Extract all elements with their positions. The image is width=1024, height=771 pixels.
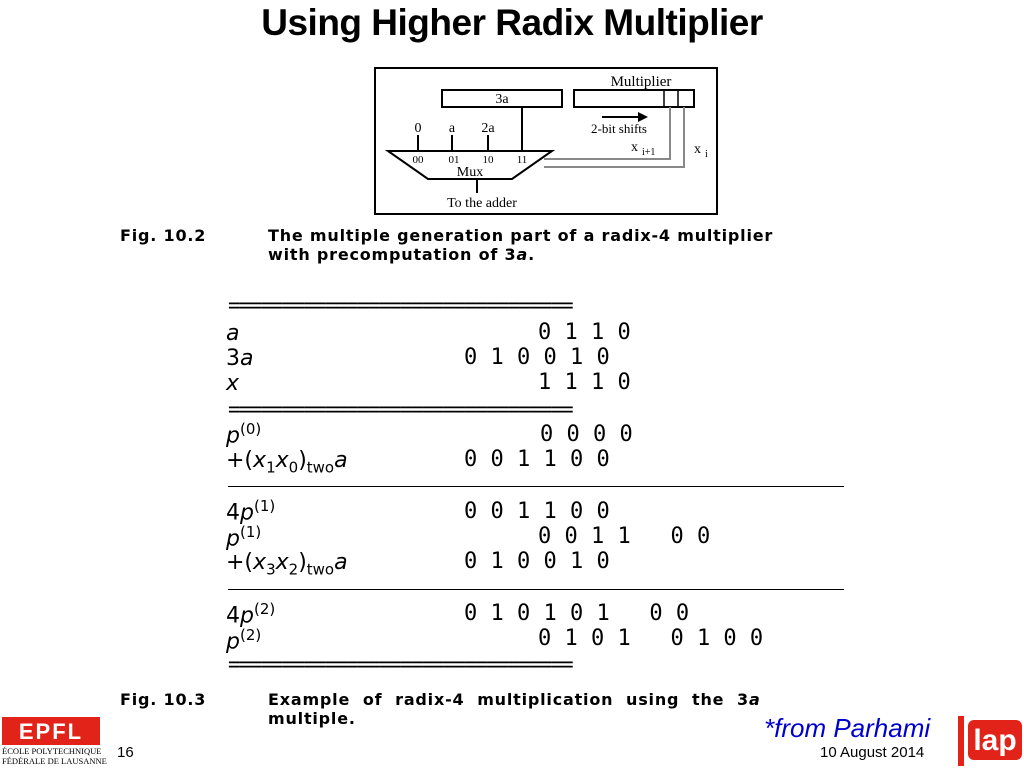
multiplier-diagram [374, 67, 718, 215]
fig2-caption-line2: multiple. [268, 709, 356, 728]
epfl-line1: ÉCOLE POLYTECHNIQUE [2, 746, 102, 756]
row-p0-bits: 0 0 0 0 [540, 422, 633, 447]
separator-top: ================================ [228, 293, 572, 317]
row-p1-bits: 0 0 1 1 0 0 [538, 524, 711, 549]
xi-label: x [694, 142, 701, 157]
rule-1 [228, 486, 844, 487]
svg-text:lap: lap [973, 724, 1017, 757]
row-p2-bits: 0 1 0 1 0 1 0 0 [538, 626, 764, 651]
mux-label: Mux [456, 165, 484, 180]
xi1-label: x [631, 140, 638, 155]
mux-code-00: 00 [412, 154, 424, 166]
shift-label: 2-bit shifts [591, 121, 647, 136]
input-a-label: a [448, 121, 456, 136]
fig1-caption-line1: The multiple generation part of a radix-4 multiplier [268, 226, 774, 245]
reg-3a-label: 3a [495, 92, 509, 107]
row-3a-label: 3a [226, 346, 254, 371]
row-4p2-label: $4p^{(2)}$ [226, 600, 276, 629]
fig1-number: Fig. 10.2 [120, 226, 207, 245]
fig2-number: Fig. 10.3 [120, 690, 207, 709]
row-a-bits: 0 1 1 0 [538, 320, 631, 345]
slide-title: Using Higher Radix Multiplier [261, 2, 763, 43]
separator-bottom: ================================ [228, 652, 572, 676]
epfl-name [2, 746, 107, 766]
mux-code-11: 11 [516, 154, 528, 166]
lap-logo [958, 716, 1022, 766]
xi-sub: i [705, 149, 708, 160]
input-0-label: 0 [414, 121, 422, 136]
epfl-line2: FÉDÉRALE DE LAUSANNE [2, 756, 107, 766]
diagram-svg [376, 69, 716, 213]
mux-code-01: 01 [448, 154, 460, 166]
separator-mid: ================================ [228, 397, 572, 421]
mux-code-10: 10 [482, 154, 494, 166]
row-add2-bits: 0 1 0 0 1 0 [464, 549, 610, 574]
fig2-caption-line1: Example of radix-4 multiplication using the 3a [268, 690, 761, 709]
page-number: 16 [117, 744, 134, 761]
row-a-label: a [226, 321, 240, 346]
row-4p1-bits: 0 0 1 1 0 0 [464, 499, 610, 524]
row-x-bits: 1 1 1 0 [538, 370, 631, 395]
multiplier-label: Multiplier [610, 74, 672, 90]
output-label: To the adder [447, 196, 517, 211]
epfl-logo-svg [2, 717, 100, 745]
row-add1-bits: 0 0 1 1 0 0 [464, 447, 610, 472]
row-x-label: x [226, 371, 240, 396]
epfl-logo [2, 717, 100, 745]
source-credit: *from Parhami [764, 713, 931, 743]
fig1-caption-line2: with precomputation of 3a. [268, 245, 535, 264]
row-p0-label: $p^{(0)}$ [226, 420, 262, 449]
rule-2 [228, 589, 844, 590]
row-4p2-bits: 0 1 0 1 0 1 0 0 [464, 601, 690, 626]
row-4p1-label: $4p^{(1)}$ [226, 497, 276, 526]
row-3a-bits: 0 1 0 0 1 0 [464, 345, 610, 370]
date-label: 10 August 2014 [820, 744, 925, 761]
row-add2-label: $+(x_3x_2)_{two}a$ [226, 550, 348, 579]
row-add1-label: $+(x_1x_0)_{two}a$ [226, 448, 348, 477]
svg-text:EPFL: EPFL [18, 719, 84, 744]
input-2a-label: 2a [481, 121, 495, 136]
row-p2-label: $p^{(2)}$ [226, 626, 262, 655]
multiplier-register [574, 90, 694, 107]
row-p1-label: $p^{(1)}$ [226, 523, 262, 552]
xi1-sub: i+1 [642, 147, 656, 158]
